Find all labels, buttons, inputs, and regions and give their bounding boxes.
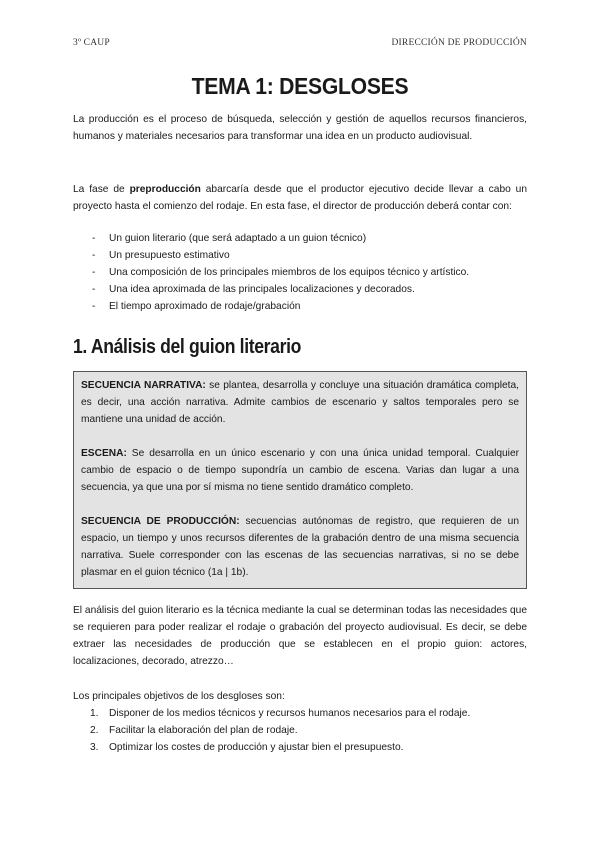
list-item: [73, 722, 527, 739]
page-header: [73, 38, 527, 48]
bullet-dash: -: [92, 284, 96, 295]
analysis-paragraph: El análisis del guion literario es la técnica mediante la cual se determinan todas las necesidades que se requieren para poder realizar el rodaje o grabación del proyecto audiovisual. Es decir, se debe extraer las necesidades de producción que se establecen en el propio guion: actores, localizaciones, decorado, atrezzo…: [73, 605, 527, 667]
preproduction-paragraph: [73, 181, 527, 215]
list-item-text: Un guion literario (que será adaptado a un guion técnico): [109, 233, 367, 244]
bullet-dash: -: [92, 250, 96, 261]
list-item: [73, 230, 527, 247]
preproduction-requirements-list: [73, 230, 527, 315]
list-item-text: Facilitar la elaboración del plan de rodaje.: [109, 725, 298, 736]
list-item: [73, 264, 527, 281]
list-item-number: 2.: [90, 725, 99, 736]
list-item-text: Una idea aproximada de las principales localizaciones y decorados.: [109, 284, 415, 295]
list-item-text: Una composición de los principales miembros de los equipos técnico y artístico.: [109, 267, 470, 278]
preproduction-text-before: La fase de: [73, 184, 130, 195]
definition-term: SECUENCIA DE PRODUCCIÓN:: [81, 516, 240, 527]
definition-scene: [81, 445, 519, 496]
intro-paragraph: La producción es el proceso de búsqueda, selección y gestión de aquellos recursos financieros, humanos y materiales necesarios para transformar una idea en un producto audiovisual.: [73, 114, 527, 142]
list-item: [73, 247, 527, 264]
definition-text: secuencias autónomas de registro, que requieren de un espacio, un tiempo y unos recursos diferentes de la grabación dentro de una misma secuencia narrativa. Suele corresponder con las escenas de las secuencias narrativas, si no se debe plasmar en el guion técnico (1a | 1b).: [81, 516, 519, 578]
bullet-dash: -: [92, 233, 96, 244]
definition-narrative-sequence: [81, 377, 519, 428]
definition-term: ESCENA:: [81, 448, 127, 459]
definition-text: Se desarrolla en un único escenario y con una única unidad temporal. Cualquier cambio de espacio o de tiempo supondría un cambio de escena. Varias dan lugar a una secuencia, ya que una por sí misma no tiene sentido dramático completo.: [81, 448, 519, 493]
section-heading: 1. Análisis del guion literario: [73, 336, 302, 358]
header-course: 3º CAUP: [73, 38, 110, 48]
definition-term: SECUENCIA NARRATIVA:: [81, 380, 206, 391]
list-item: [73, 705, 527, 722]
list-item: [73, 281, 527, 298]
objectives-list: [73, 705, 527, 756]
list-item-text: Optimizar los costes de producción y ajustar bien el presupuesto.: [109, 742, 404, 753]
list-item: [73, 298, 527, 315]
list-item: [73, 739, 527, 756]
definition-text: se plantea, desarrolla y concluye una situación dramática completa, es decir, una acción narrativa. Admite cambios de escenario y saltos temporales pero se mantiene una unidad de acción.: [81, 380, 519, 425]
definitions-box: [73, 371, 527, 589]
page-title: TEMA 1: DESGLOSES: [191, 73, 409, 99]
definition-production-sequence: [81, 513, 519, 581]
preproduction-term: preproducción: [129, 184, 201, 195]
bullet-dash: -: [92, 301, 96, 312]
preproduction-text-after: abarcaría desde que el productor ejecutivo decide llevar a cabo un proyecto hasta el comienzo del rodaje. En esta fase, el director de producción deberá contar con:: [73, 184, 527, 212]
list-item-number: 3.: [90, 742, 99, 753]
objectives-intro: Los principales objetivos de los desgloses son:: [73, 691, 285, 702]
bullet-dash: -: [92, 267, 96, 278]
header-subject: DIRECCIÓN DE PRODUCCIÓN: [391, 38, 527, 48]
list-item-number: 1.: [90, 708, 99, 719]
list-item-text: El tiempo aproximado de rodaje/grabación: [109, 301, 301, 312]
list-item-text: Un presupuesto estimativo: [109, 250, 230, 261]
list-item-text: Disponer de los medios técnicos y recursos humanos necesarios para el rodaje.: [109, 708, 471, 719]
